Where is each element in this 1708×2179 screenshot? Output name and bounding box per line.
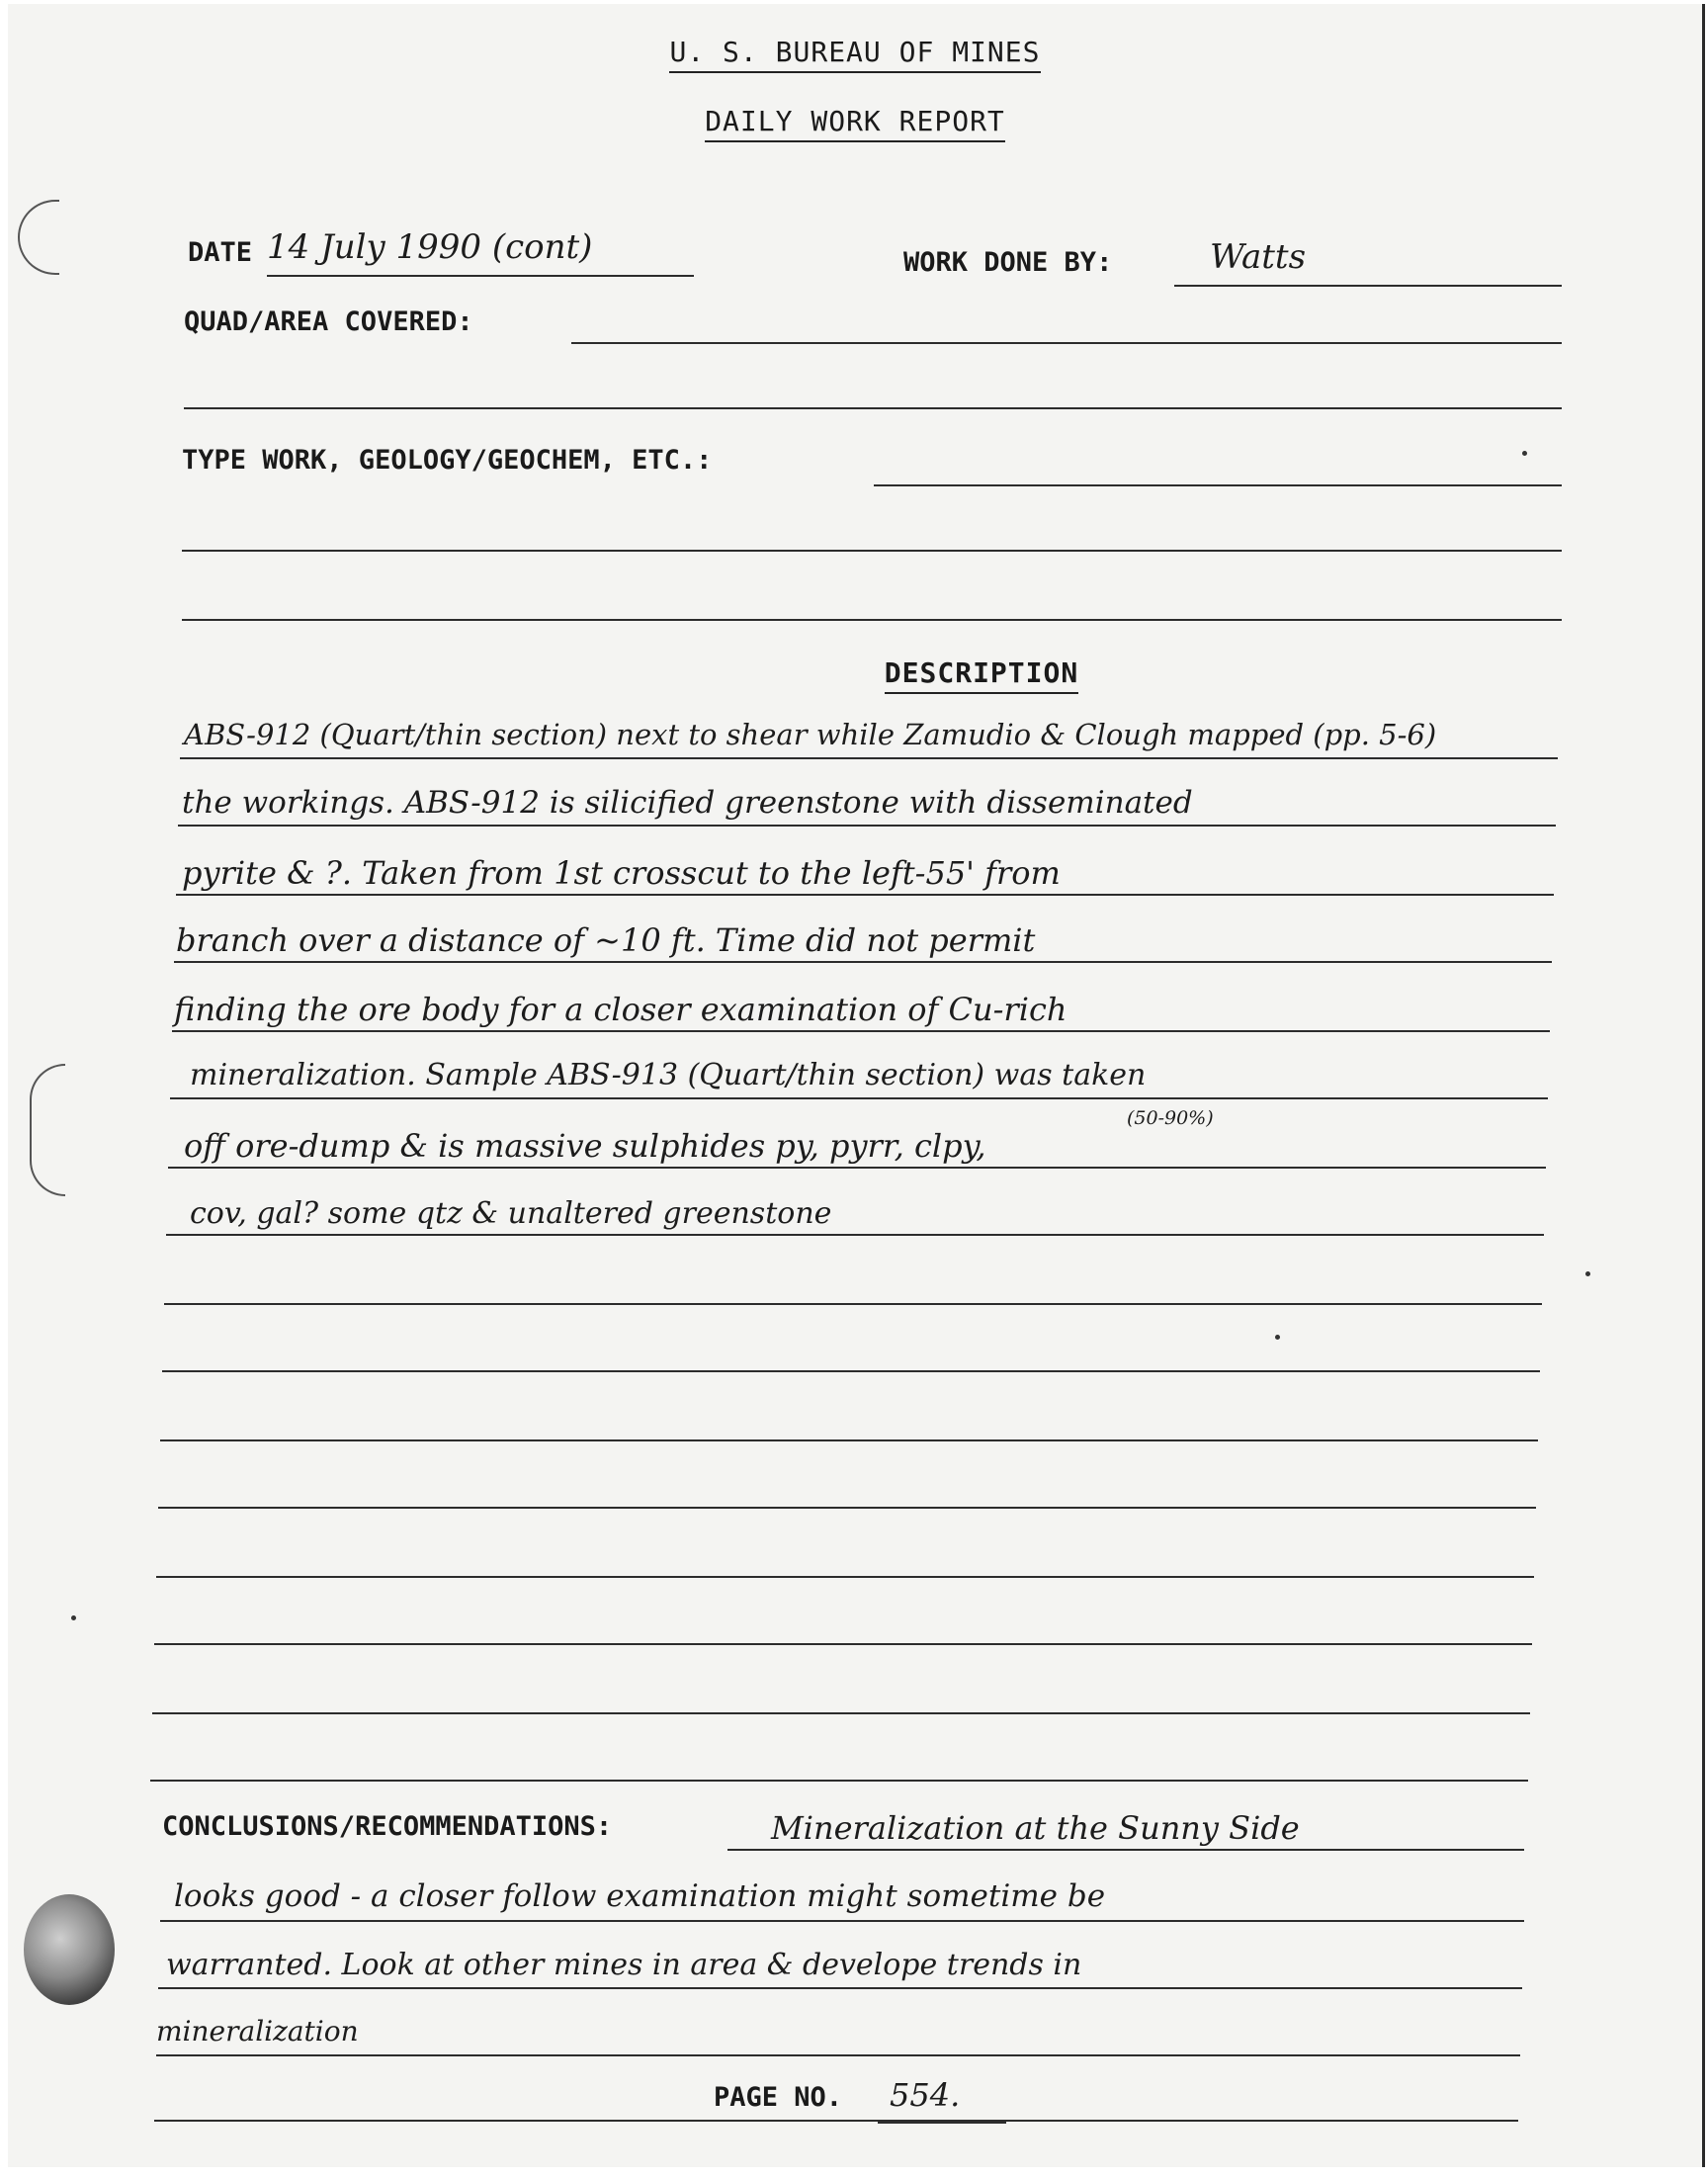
desc-line-12 — [158, 1507, 1536, 1509]
speck — [71, 1615, 76, 1620]
desc-line-6 — [170, 1097, 1548, 1099]
type-work-line-3 — [182, 619, 1562, 621]
desc-line-8 — [166, 1234, 1544, 1236]
conclusions-line-2-text: looks good - a closer follow examination might sometime be — [174, 1878, 1106, 1914]
conclusions-line-4-text: mineralization — [156, 2015, 359, 2048]
conclusions-line-4 — [156, 2054, 1520, 2056]
binder-hole — [24, 1894, 115, 2005]
conclusions-line-5 — [154, 2120, 1518, 2122]
margin-bracket-middle — [30, 1064, 65, 1196]
conclusions-label: CONCLUSIONS/RECOMMENDATIONS: — [162, 1811, 613, 1842]
desc-line-16 — [150, 1780, 1528, 1782]
conclusions-line-3 — [158, 1987, 1522, 1989]
work-done-by-label: WORK DONE BY: — [903, 247, 1113, 278]
description-line-8: cov, gal? some qtz & unaltered greenstone — [190, 1196, 832, 1231]
desc-line-1 — [180, 757, 1558, 759]
page-number-line — [878, 2122, 1006, 2124]
desc-line-13 — [156, 1576, 1534, 1578]
report-page — [8, 4, 1705, 2167]
desc-line-4 — [174, 961, 1552, 963]
agency-heading: U. S. BUREAU OF MINES — [8, 36, 1702, 68]
type-work-line-2 — [182, 550, 1562, 552]
desc-line-15 — [152, 1712, 1530, 1714]
page-number-value: 554. — [890, 2076, 961, 2114]
desc-line-3 — [176, 894, 1554, 896]
description-line-7: off ore-dump & is massive sulphides py, pyrr, clpy, — [184, 1127, 986, 1165]
work-done-by-value: Watts — [1210, 237, 1307, 277]
desc-line-7 — [168, 1167, 1546, 1169]
page-number-label: PAGE NO. — [714, 2082, 843, 2113]
date-label: DATE — [188, 237, 253, 268]
conclusions-line-3-text: warranted. Look at other mines in area & develope trends in — [166, 1948, 1082, 1982]
description-line-4: branch over a distance of ~10 ft. Time did not permit — [176, 921, 1036, 959]
margin-bracket-top — [18, 200, 59, 275]
date-value: 14 July 1990 (cont) — [267, 227, 593, 267]
description-line-6: mineralization. Sample ABS-913 (Quart/thin section) was taken — [190, 1058, 1147, 1092]
description-line-5: finding the ore body for a closer examination of Cu-rich — [174, 991, 1068, 1028]
desc-line-5 — [172, 1030, 1550, 1032]
quad-line-2 — [184, 407, 1562, 409]
description-heading: DESCRIPTION — [134, 656, 1705, 689]
speck — [1275, 1335, 1280, 1340]
description-line-1: ABS-912 (Quart/thin section) next to shear while Zamudio & Clough mapped (pp. 5-6) — [184, 718, 1437, 751]
quad-line-1 — [571, 342, 1562, 344]
speck — [1585, 1271, 1590, 1276]
type-work-label: TYPE WORK, GEOLOGY/GEOCHEM, ETC.: — [182, 445, 713, 476]
work-done-by-line — [1174, 285, 1562, 287]
desc-line-10 — [162, 1370, 1540, 1372]
description-line-2: the workings. ABS-912 is silicified greenstone with disseminated — [182, 785, 1193, 821]
date-line — [267, 275, 694, 277]
desc-line-11 — [160, 1439, 1538, 1441]
quad-area-label: QUAD/AREA COVERED: — [184, 306, 473, 337]
desc-line-2 — [178, 825, 1556, 827]
speck — [1522, 451, 1527, 456]
type-work-line-1 — [874, 484, 1562, 486]
desc-line-9 — [164, 1303, 1542, 1305]
sulphide-percentage-note: (50-90%) — [1127, 1107, 1214, 1129]
conclusions-line-1-text: Mineralization at the Sunny Side — [771, 1809, 1300, 1847]
form-title: DAILY WORK REPORT — [8, 105, 1702, 137]
conclusions-line-1 — [727, 1849, 1524, 1851]
desc-line-14 — [154, 1643, 1532, 1645]
conclusions-line-2 — [160, 1920, 1524, 1922]
description-line-3: pyrite & ?. Taken from 1st crosscut to the left-55' from — [182, 854, 1061, 892]
